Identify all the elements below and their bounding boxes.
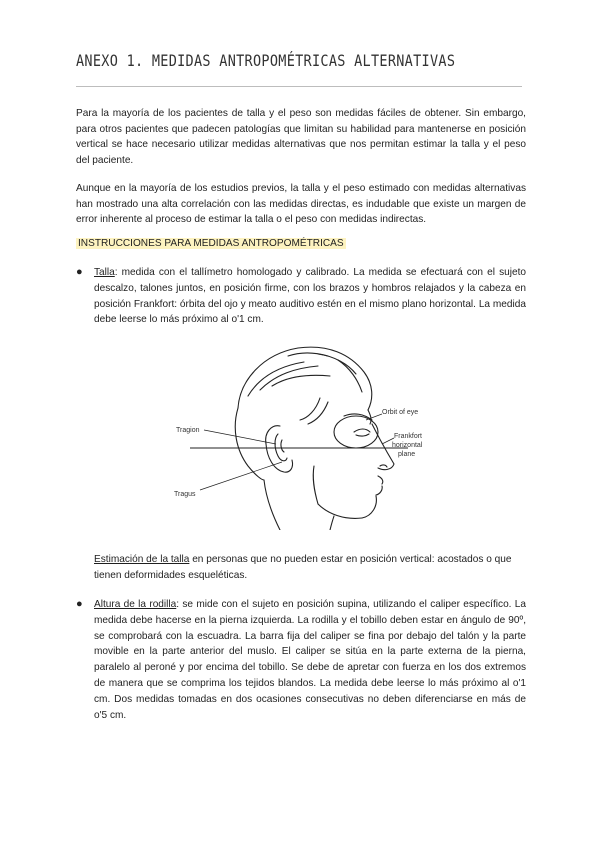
- label-tragion: Tragion: [176, 427, 200, 434]
- estimacion-text: en personas que no pueden estar en posición vertical: acostados o que tienen deformidades esqueléticas.: [94, 554, 512, 581]
- label-frankfort: Frankfort: [394, 433, 423, 440]
- estimacion-paragraph: [94, 552, 526, 584]
- estimacion-term: Estimación de la talla: [94, 554, 190, 565]
- label-horizontal: horizontal: [392, 442, 423, 449]
- rodilla-item: [94, 597, 526, 723]
- page-title: ANEXO 1. MEDIDAS ANTROPOMÉTRICAS ALTERNATIVAS: [76, 52, 456, 71]
- talla-text: : medida con el tallímetro homologado y calibrado. La medida se efectuará con el sujeto descalzo, talones juntos, en posición firme, con los brazos y hombros relajados y la cabeza en posición Frankfort: órbita del ojo y meato auditivo estén en el mismo plano horizontal. La medida debe leerse lo más próximo al o'1 cm.: [94, 267, 526, 326]
- rodilla-text: : se mide con el sujeto en posición supina, utilizando el caliper específico. La medida debe hacerse en la pierna izquierda. La rodilla y el tobillo deben estar en ángulo de 90º, se comprobará con la escuadra. La barra fija del caliper se fina por debajo del talón y la parte movible en la parte anterior del muslo. El caliper se sitúa en la parte externa de la pierna, paralelo al peroné y por encima del tobillo. Se debe de apretar con fuerza en los dos extremos de manera que se comprima los tejidos blandos. La medida debe leerse lo más próximo al o'1 cm. Dos medidas tomadas en dos ocasiones consecutivas no deben diferenciarse en más de o'5 cm.: [94, 599, 527, 721]
- bullet-icon: ●: [76, 598, 83, 610]
- intro-paragraph-1: Para la mayoría de los pacientes de talla y el peso son medidas fáciles de obtener. Sin embargo, para otros pacientes que padecen patologías que limitan su habilidad para mantenerse en posición vertical se hace necesario utilizar medidas alternativas que nos permitan estimar la talla y el peso del paciente.: [76, 108, 526, 166]
- label-plane: plane: [398, 451, 416, 458]
- bullet-icon: ●: [76, 266, 83, 278]
- head-profile-illustration: [168, 340, 430, 530]
- rodilla-term: Altura de la rodilla: [94, 599, 177, 610]
- label-tragus: Tragus: [174, 491, 196, 498]
- frankfort-plane-figure: [168, 340, 430, 530]
- label-orbit: Orbit of eye: [382, 409, 419, 416]
- talla-item: [94, 265, 526, 328]
- intro-paragraph-2: Aunque en la mayoría de los estudios previos, la talla y el peso estimado con medidas alternativas han mostrado una alta correlación con las medidas directas, es indudable que existe un margen de error inherente al proceso de estimar la talla o el peso con medidas indirectas.: [76, 183, 526, 225]
- tragus-pointer: [200, 462, 282, 490]
- section-heading: INSTRUCCIONES PARA MEDIDAS ANTROPOMÉTRICAS: [78, 238, 344, 249]
- talla-term: Talla: [94, 267, 115, 278]
- title-divider: [76, 86, 522, 87]
- tragion-pointer: [204, 430, 276, 444]
